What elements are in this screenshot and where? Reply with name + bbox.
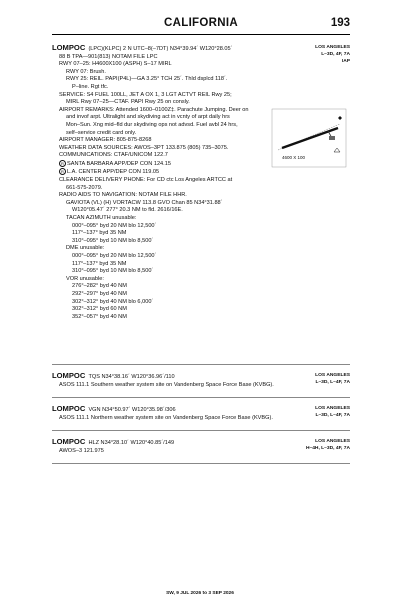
airport-entry-vgn: LOS ANGELES L–3D, L–4F, 7A LOMPOC VGN N34°50.97´ W120°35.98´/306 ASOS 111.1 Northern weather system site on Vandenberg Space Force Base (KVBG). xyxy=(52,404,350,421)
runway-dimension-label: 4600 X 100 xyxy=(282,155,306,160)
page-header xyxy=(52,17,350,35)
entry-right-info: LOS ANGELES L–3D, L–4F, 7A xyxy=(315,406,350,418)
section-divider xyxy=(52,397,350,398)
beacon-icon xyxy=(338,116,342,120)
airport-entry-tqs: LOS ANGELES L–3D, L–4F, 7A LOMPOC TQS N34°38.16´ W120°36.96´/110 ASOS 111.1 Southern weather system site on Vandenberg Space Force Base (KVBG). xyxy=(52,371,350,388)
section-divider xyxy=(52,463,350,464)
radar-r-icon: R xyxy=(59,168,66,175)
airport-entry-lpc: LOS ANGELES L–3D, 4F, 7A IAP LOMPOC (LPC)(KLPC) 2 N UTC–8(–7DT) N34°39.94´ W120°28.05´ 88 B TPA—901(813) NOTAM FILE LPC RWY 07–25: H4600X100 (ASPH) S–17 MIRL RWY 07: Brush. RWY 25: REIL. PAPI(P4L)—GA 3.25° TCH 25´. Thld dsplcd 118´. P–line. Rgt tfc. SERVICE: S4 FUEL 100LL, JET A OX 1, 3 LGT ACTVT REIL Rwy 25; MIRL Rwy 07–25—CTAF. PAPI Rwy 25 on consly. AIRPORT REMARKS: Attended 1600–0100Z‡. Parachute Jumping. Deer on and invof arpt. Ultralight and skydiving act in vcnty of arpt daily hrs Mon–Sun. Xng mid–fld dur skydiving ops not advsd. Fuel avbl 24 hrs, self–service credit card only. AIRPORT MANAGER: 805-875-8268 WEATHER DATA SOURCES: AWOS–3PT 133.875 (805) 735–3075. COMMUNICATIONS: CTAF/UNICOM 122.7 R SANTA BARBARA APP/DEP CON 124.15 R L.A. CENTER APP/DEP CON 119.05 CLEARANCE DELIVERY PHONE: For CD ctc Los Angeles ARTCC at 661-575-2079. RADIO AIDS TO NAVIGATION: NOTAM FILE HHR. GAVIOTA (VL) (H) VORTACW 113.8 GVO Chan 85 N34°31.88´ W120°05.47´ 277° 20.3 NM to fld. 2616/16E. TACAN AZIMUTH unusable: 000°–095° byd 20 NM blo 12,500´ 117°–137° byd 35 NM 310°–095° byd 10 NM blo 8,500´ DME unusable: 000°–095° byd 20 NM blo 12,500´ 117°–137° byd 35 NM 310°–095° byd 10 NM blo 8,500´ VOR unusable: 276°–282° byd 40 NM 292°–297° byd 40 NM 302°–312° byd 40 NM blo 6,000´ 302°–312° byd 60 NM 352°–057° byd 40 NM xyxy=(52,43,350,320)
page-number: 193 xyxy=(330,17,350,29)
section-divider xyxy=(52,364,350,365)
radar-r-icon: R xyxy=(59,160,66,167)
entry-right-info: LOS ANGELES L–3D, L–4F, 7A xyxy=(315,373,350,385)
entry-right-info: LOS ANGELES L–3D, 4F, 7A IAP xyxy=(315,45,350,64)
airport-name: LOMPOC xyxy=(52,404,86,413)
page-footer: SW, 9 JUL 2026 to 3 SEP 2026 xyxy=(166,591,234,596)
airport-name: LOMPOC xyxy=(52,371,86,380)
apron xyxy=(329,136,335,140)
tetrahedron-icon xyxy=(334,148,340,152)
entry-right-info: LOS ANGELES H–4H, L–3D, 4F, 7A xyxy=(305,439,350,451)
airport-diagram xyxy=(268,108,350,170)
state-title: CALIFORNIA xyxy=(164,17,238,29)
airport-name: LOMPOC xyxy=(52,437,86,446)
airport-entry-hlz: LOS ANGELES H–4H, L–3D, 4F, 7A LOMPOC HLZ N34°28.10´ W120°40.85´/149 AWOS–3 121.975 xyxy=(52,437,350,454)
header-rule xyxy=(52,34,350,35)
airport-name: LOMPOC xyxy=(52,43,86,52)
section-divider xyxy=(52,430,350,431)
